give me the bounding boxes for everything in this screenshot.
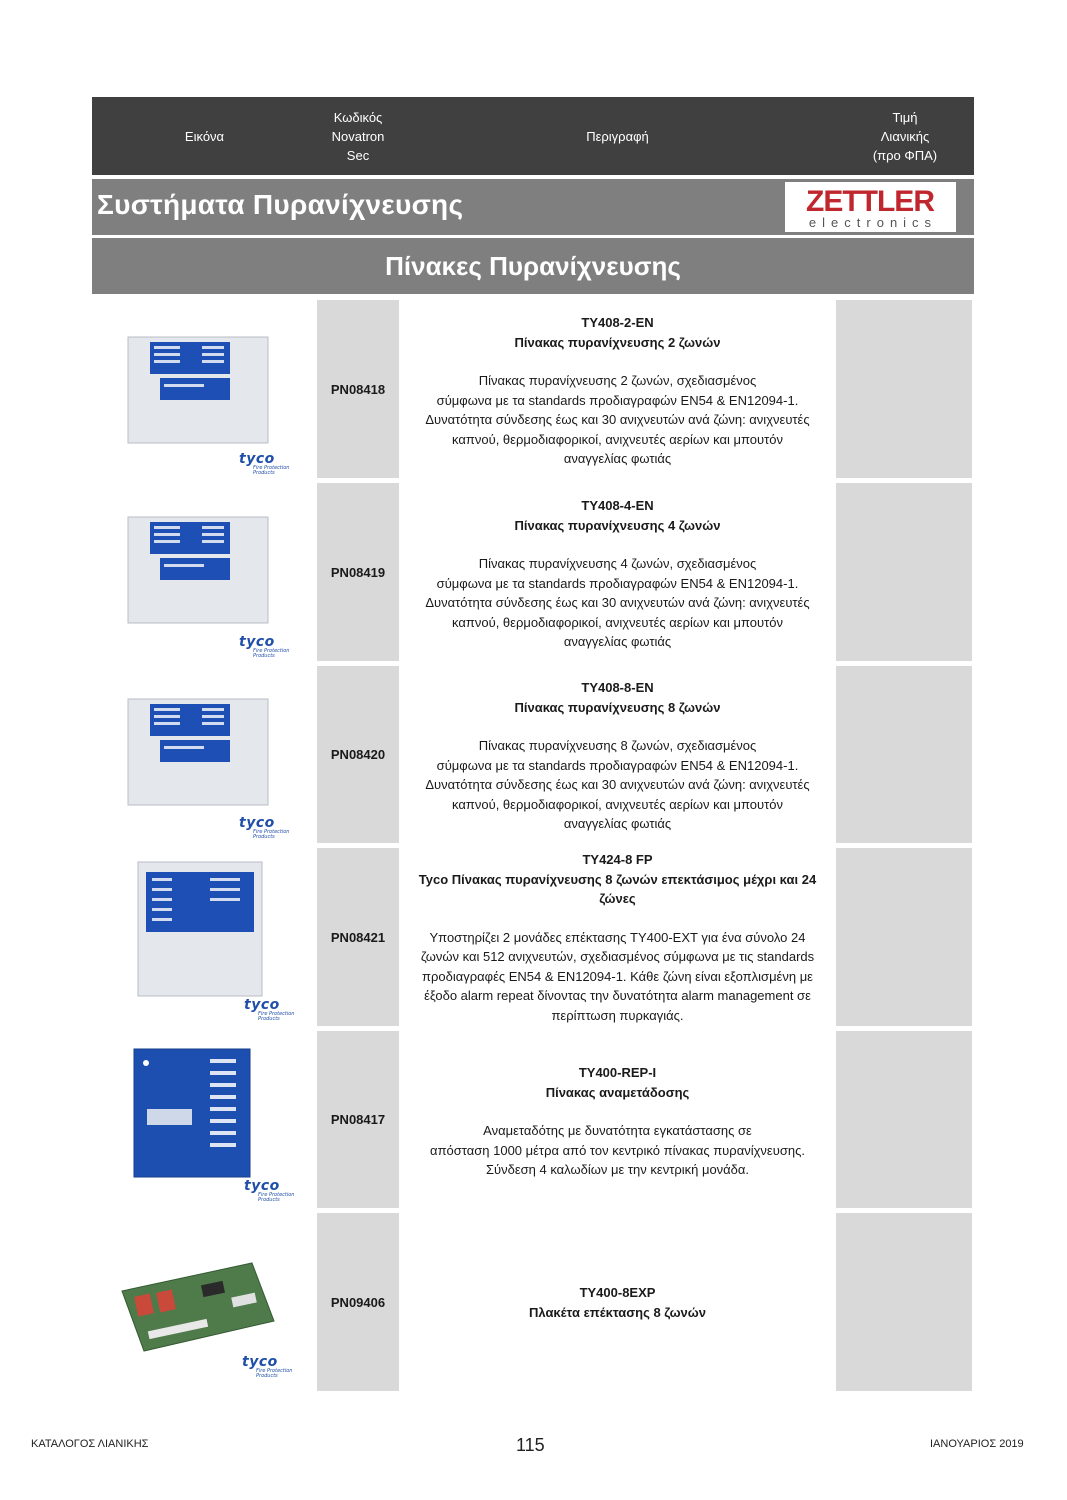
product-row: [92, 483, 974, 661]
product-code: PN08418: [317, 300, 399, 478]
product-title: Πίνακας αναμετάδοσης: [545, 1084, 690, 1100]
product-model: TY400-REP-I: [578, 1065, 657, 1080]
page-number: 115: [516, 1435, 545, 1455]
product-model: TY408-4-EN: [581, 498, 654, 513]
product-image: [92, 1213, 317, 1391]
product-model: TY408-2-EN: [581, 315, 654, 330]
subsection-title: Πίνακες Πυρανίχνευσης: [92, 238, 974, 294]
tyco-logo: tyco Fire Protection Products: [244, 997, 295, 1022]
product-description: TY400-REP-I Πίνακας αναμετάδοσης Αναμεταδότης με δυνατότητα εγκατάστασης σε απόσταση 1000 μέτρα από τον κεντρικό πίνακας πυρανίχνευσης. Σύνδεση 4 καλωδίων με την κεντρική μονάδα.: [399, 1031, 836, 1208]
table-header: [92, 97, 974, 175]
product-model: TY424-8 FP: [582, 852, 653, 867]
product-price: [836, 1213, 972, 1391]
brand-sub: electronics: [808, 215, 938, 230]
product-row: [92, 848, 974, 1026]
product-price: [836, 1031, 972, 1208]
tyco-logo: tyco Fire Protection Products: [239, 815, 290, 840]
product-price: [836, 848, 972, 1026]
footer-date: ΙΑΝΟΥΑΡΙΟΣ 2019: [930, 1438, 1024, 1450]
product-code: PN08420: [317, 666, 399, 843]
product-price: [836, 666, 972, 843]
zettler-logo: [785, 182, 956, 232]
product-image: [92, 666, 317, 843]
header-image: Εικόνα: [184, 128, 225, 144]
product-code: PN08421: [317, 848, 399, 1026]
product-title: Πίνακας πυρανίχνευσης 4 ζωνών: [514, 517, 721, 533]
tyco-logo: tyco Fire Protection Products: [239, 451, 290, 476]
product-description: TY408-2-EN Πίνακας πυρανίχνευσης 2 ζωνών Πίνακας πυρανίχνευσης 2 ζωνών, σχεδιασμένος σύμφωνα με τα standards προδιαγραφών EN54 & EN12094-1. Δυνατότητα σύνδεσης έως και 30 ανιχνευτών ανά ζώνη: ανιχνευτές καπνού, θερμοδιαφορικοί, ανιχνευτές αερίων και μπουτόν αναγγελίας φωτιάς: [399, 300, 836, 478]
footer-catalog: ΚΑΤΑΛΟΓΟΣ ΛΙΑΝΙΚΗΣ: [31, 1438, 149, 1450]
section-band: [92, 179, 974, 235]
product-description: TY424-8 FP Tyco Πίνακας πυρανίχνευσης 8 ζωνών επεκτάσιμος μέχρι και 24 ζώνες Υποστηρίζει 2 μονάδες επέκτασης TY400-EXT για ένα σύνολο 24 ζωνών και 512 ανιχνευτών, σχεδιασμένος σύμφωνα με τις standards προδιαγραφές EN54 & EN12094-1. Κάθε ζώνη είναι εξοπλισμένη με έξοδο alarm repeat δίνοντας την δυνατότητα alarm management σε περίπτωση πυρκαγιάς.: [399, 848, 836, 1026]
product-price: [836, 300, 972, 478]
product-row: [92, 1213, 974, 1391]
product-image: [92, 483, 317, 661]
product-row: [92, 666, 974, 843]
product-row: [92, 1031, 974, 1208]
section-title: Συστήματα Πυρανίχνευσης: [97, 189, 464, 220]
product-description: TY408-8-EN Πίνακας πυρανίχνευσης 8 ζωνών Πίνακας πυρανίχνευσης 8 ζωνών, σχεδιασμένος σύμφωνα με τα standards προδιαγραφών EN54 & EN12094-1. Δυνατότητα σύνδεσης έως και 30 ανιχνευτών ανά ζώνη: ανιχνευτές καπνού, θερμοδιαφορικοί, ανιχνευτές αερίων και μπουτόν αναγγελίας φωτιάς: [399, 666, 836, 843]
product-model: TY408-8-EN: [581, 680, 654, 695]
product-title: Πίνακας πυρανίχνευσης 8 ζωνών: [514, 699, 721, 715]
tyco-logo: tyco Fire Protection Products: [244, 1178, 295, 1203]
product-description: TY408-4-EN Πίνακας πυρανίχνευσης 4 ζωνών Πίνακας πυρανίχνευσης 4 ζωνών, σχεδιασμένος σύμφωνα με τα standards προδιαγραφών EN54 & EN12094-1. Δυνατότητα σύνδεσης έως και 30 ανιχνευτών ανά ζώνη: ανιχνευτές καπνού, θερμοδιαφορικοί, ανιχνευτές αερίων και μπουτόν αναγγελίας φωτιάς: [399, 483, 836, 661]
product-code: PN08419: [317, 483, 399, 661]
product-title: Πίνακας πυρανίχνευσης 2 ζωνών: [514, 334, 721, 350]
product-code: PN08417: [317, 1031, 399, 1208]
product-model: TY400-8EXP: [579, 1285, 656, 1300]
tyco-logo: tyco Fire Protection Products: [242, 1354, 293, 1379]
product-price: [836, 483, 972, 661]
header-price: Τιμή Λιανικής (προ ΦΠΑ): [872, 109, 938, 163]
product-image: [92, 848, 317, 1026]
product-title: Πλακέτα επέκτασης 8 ζωνών: [528, 1304, 706, 1320]
tyco-logo: tyco Fire Protection Products: [239, 634, 290, 659]
product-image: [92, 1031, 317, 1208]
brand-name: ZETTLER: [806, 185, 934, 218]
product-image: [92, 300, 317, 478]
product-description: [399, 1213, 836, 1391]
header-description: Περιγραφή: [586, 128, 649, 144]
header-code: Κωδικός Novatron Sec: [331, 109, 385, 163]
product-code: PN09406: [317, 1213, 399, 1391]
product-row: [92, 300, 974, 478]
product-title: Tyco Πίνακας πυρανίχνευσης 8 ζωνών επεκτάσιμος μέχρι και 24 ζώνες: [418, 871, 817, 906]
